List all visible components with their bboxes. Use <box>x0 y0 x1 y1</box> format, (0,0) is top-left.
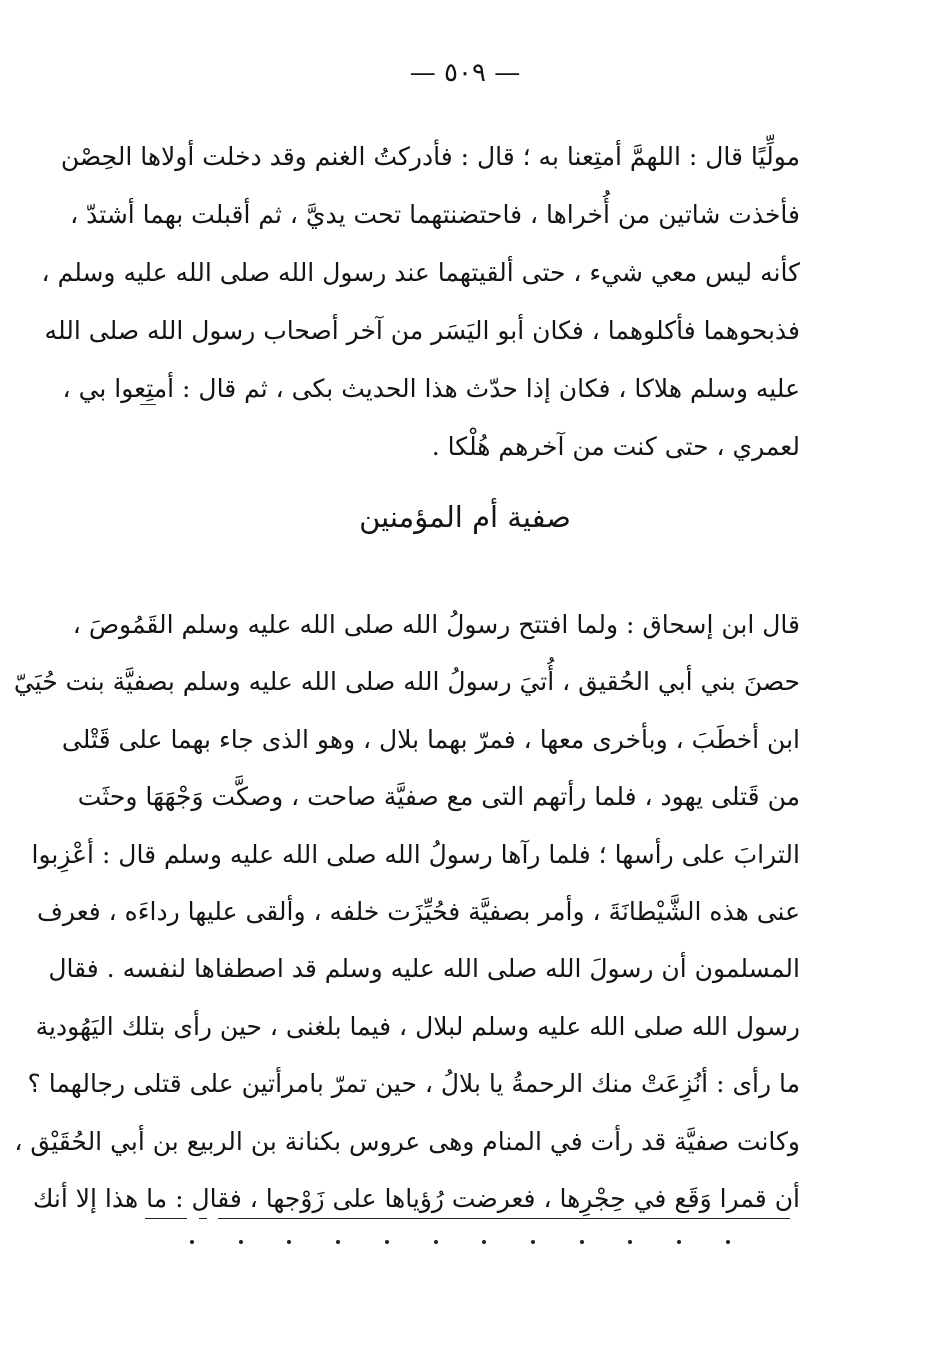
footnote-rule-tick <box>199 1218 207 1219</box>
text-line: الترابَ على رأسها ؛ فلما رآها رسولُ الله صلى الله عليه وسلم قال : أعْزِبوا <box>31 839 800 869</box>
page-number: — ٥٠٩ — <box>409 58 521 88</box>
dot <box>434 1240 438 1244</box>
text-line: أن قمرا وَقَع في حِجْرِها ، فعرضت رُؤياها على زَوْجها ، فقال : ما هذا إلا أنك <box>32 1183 800 1213</box>
dot <box>726 1240 730 1244</box>
text-line: ما رأى : أنُزِعَتْ منك الرحمةُ يا بلالُ ، حين تمرّ بامرأتين على قتلى رجالهما ؟ <box>27 1069 800 1099</box>
dot <box>677 1240 681 1244</box>
footnote-rule <box>218 1218 790 1219</box>
paragraph-1 <box>41 128 800 476</box>
text-line: رسول الله صلى الله عليه وسلم لبلال ، فيما بلغنى ، حين رأى بتلك اليَهُودية <box>35 1011 800 1041</box>
text-line: عليه وسلم هلاكا ، فكان إذا حدّث هذا الحديث بكى ، ثم قال : أمتِعوا بي ، <box>62 374 800 403</box>
text-line: من قَتلى يهود ، فلما رأتهم التى مع صفيَّة صاحت ، وصكَّت وَجْهَهَا وحثَت <box>77 782 800 812</box>
paragraph-2 <box>13 596 800 1227</box>
text-line: لعمري ، حتى كنت من آخرهم هُلْكا . <box>431 432 800 461</box>
dot <box>628 1240 632 1244</box>
dot <box>482 1240 486 1244</box>
dot <box>287 1240 291 1244</box>
section-heading: صفية أم المؤمنين <box>359 500 571 534</box>
text-line: فذبحوهما فأكلوهما ، فكان أبو اليَسَر من آخر أصحاب رسول الله صلى الله <box>44 316 800 345</box>
text-line: عنى هذه الشَّيْطانَةَ ، وأمر بصفيَّة فحُيِّزَت خلفه ، وألقى عليها رداءَه ، فعرف <box>36 896 800 926</box>
text-line: المسلمون أن رسولَ الله صلى الله عليه وسلم قد اصطفاها لنفسه . فقال <box>48 954 800 984</box>
text-line: فأخذت شاتين من أُخراها ، فاحتضنتهما تحت يديَّ ، ثم أقبلت بهما أشتدّ ، <box>70 200 800 229</box>
text-line: حصنَ بني أبي الحُقيق ، أُتيَ رسولُ الله صلى الله عليه وسلم بصفيَّة بنت حُيَيّ <box>13 667 800 697</box>
text-line: كأنه ليس معي شيء ، حتى ألقيتهما عند رسول الله صلى الله عليه وسلم ، <box>41 258 800 287</box>
footnote-dots <box>190 1240 730 1244</box>
dot <box>580 1240 584 1244</box>
dot <box>336 1240 340 1244</box>
text-line: ابن أخطَبَ ، وبأخرى معها ، فمرّ بهما بلال ، وهو الذى جاء بهما على قَتْلى <box>61 724 800 754</box>
dot <box>531 1240 535 1244</box>
text-line: وكانت صفيَّة قد رأت في المنام وهى عروس بكنانة بن الربيع بن أبي الحُقَيْق ، <box>14 1126 800 1156</box>
text-line: قال ابن إسحاق : ولما افتتح رسولُ الله صلى الله عليه وسلم القَمُوصَ ، <box>72 610 800 639</box>
dot <box>239 1240 243 1244</box>
dot <box>190 1240 194 1244</box>
dot <box>385 1240 389 1244</box>
text-line: مولِّيًا قال : اللهمَّ أمتِعنا به ؛ قال : فأدركتُ الغنم وقد دخلت أولاها الحِصْن <box>60 142 800 171</box>
footnote-rule-short <box>145 1218 187 1219</box>
